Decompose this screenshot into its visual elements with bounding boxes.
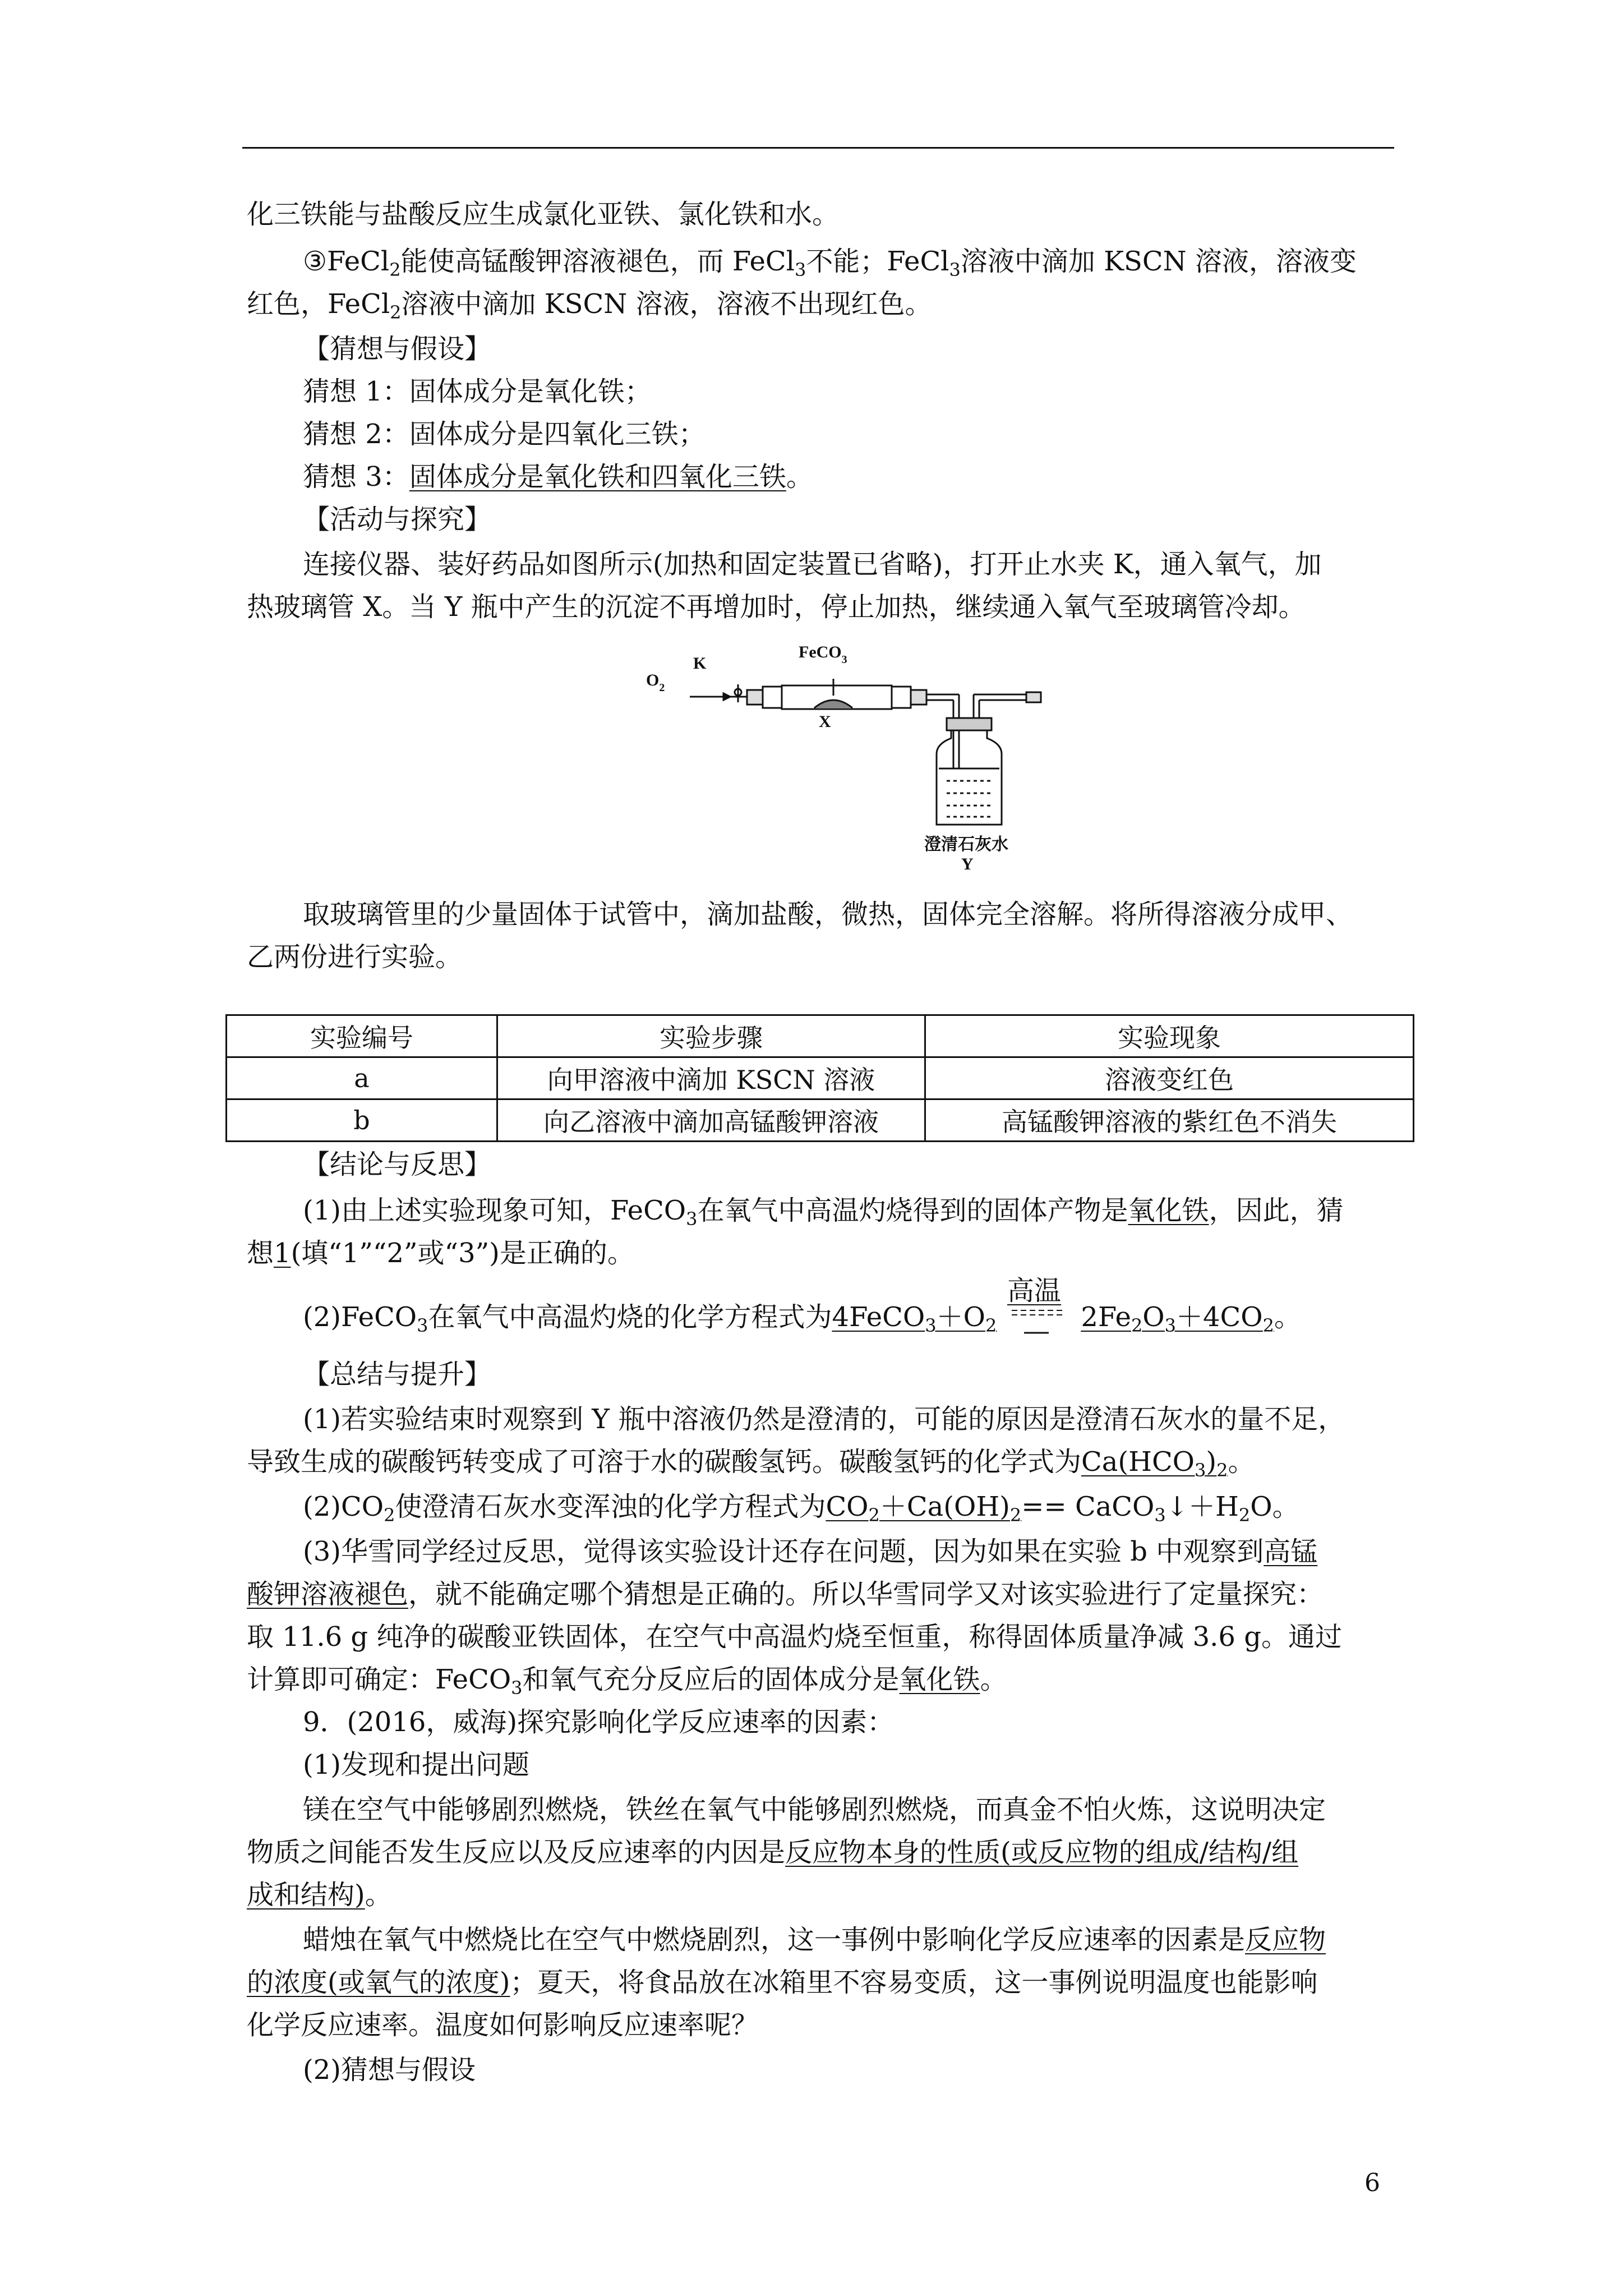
text-line: 成和结构)。 <box>247 1879 392 1911</box>
text-line: 乙两份进行实验。 <box>247 941 463 973</box>
text-line: 蜡烛在氧气中燃烧比在空气中燃烧剧烈，这一事例中影响化学反应速率的因素是反应物 <box>303 1924 1326 1955</box>
answer-underline: 1 <box>274 1237 291 1269</box>
table-cell: 向甲溶液中滴加 KSCN 溶液 <box>497 1057 925 1099</box>
answer-underline: $2Fe_2O_3+4CO_2$ <box>1081 1301 1274 1336</box>
text-line: 热玻璃管 X。当 Y 瓶中产生的沉淀不再增加时，停止加热，继续通入氧气至玻璃管冷却。 <box>247 591 1306 623</box>
figure-label-limewater: 澄清石灰水 <box>924 835 1008 854</box>
table-cell: 溶液变红色 <box>925 1057 1414 1099</box>
conclusion-2: (2)FeCO$_3$在氧气中高温灼烧的化学方程式为$4FeCO_3+O_2$ $2Fe_2O_3+4CO_2$。 <box>303 1301 1302 1336</box>
experiment-table <box>225 1014 1414 1142</box>
figure-label-k: K <box>693 654 707 673</box>
figure-label-feco3: FeCO$_3$ <box>799 643 847 666</box>
table-header-cell: 实验编号 <box>227 1015 497 1057</box>
answer-underline: 反应物本身的性质(或反应物的组成/结构/组 <box>785 1837 1299 1868</box>
text-line: 的浓度(或氧气的浓度)；夏天，将食品放在冰箱里不容易变质，这一事例说明温度也能影响 <box>247 1967 1318 1998</box>
answer-underline: 酸钾溶液褪色 <box>247 1579 409 1610</box>
info-paragraph: ③FeCl$_2$能使高锰酸钾溶液褪色，而 FeCl$_3$不能；FeCl$_3$溶液中滴加 KSCN 溶液，溶液变 <box>303 246 1357 280</box>
table-cell: 高锰酸钾溶液的紫红色不消失 <box>925 1099 1414 1142</box>
table-row <box>227 1099 1414 1142</box>
text-line: 镁在空气中能够剧烈燃烧，铁丝在氧气中能够剧烈燃烧，而真金不怕火炼，这说明决定 <box>303 1794 1326 1825</box>
guess-line: 猜想 1：固体成分是氧化铁； <box>303 376 652 407</box>
table-cell: b <box>227 1099 497 1142</box>
page-number: 6 <box>1364 2169 1380 2197</box>
text-line: 物质之间能否发生反应以及反应速率的内因是反应物本身的性质(或反应物的组成/结构/组 <box>247 1837 1299 1868</box>
text-line: 化三铁能与盐酸反应生成氯化亚铁、氯化铁和水。 <box>247 199 840 230</box>
table-cell: 向乙溶液中滴加高锰酸钾溶液 <box>497 1099 925 1142</box>
info-paragraph-cont: 红色，FeCl$_2$溶液中滴加 KSCN 溶液，溶液不出现红色。 <box>247 288 932 323</box>
text-line: 化学反应速率。温度如何影响反应速率呢？ <box>247 2009 759 2041</box>
answer-underline: 氧化铁 <box>1128 1195 1209 1226</box>
section-heading: 【总结与提升】 <box>303 1359 492 1390</box>
summary-1: (1)若实验结束时观察到 Y 瓶中溶液仍然是澄清的，可能的原因是澄清石灰水的量不足， <box>303 1404 1345 1435</box>
question-9-part: (2)猜想与假设 <box>303 2054 476 2086</box>
summary-2: $(2)CO_2$使澄清石灰水变浑浊的化学方程式为$CO_2+Ca(OH)_2==$ $CaCO_3↓+H_2O$。 <box>303 1491 1299 1526</box>
answer-underline: 高锰 <box>1264 1536 1318 1567</box>
reaction-arrow-sign <box>1009 1307 1066 1338</box>
guess-line: 猜想 3：固体成分是氧化铁和四氧化三铁。 <box>303 461 813 493</box>
answer-underline: 反应物 <box>1245 1924 1326 1955</box>
table-header-cell: 实验步骤 <box>497 1015 925 1057</box>
summary-1-cont: 导致生成的碳酸钙转变成了可溶于水的碳酸氢钙。碳酸氢钙的化学式为$Ca(HCO_3)_2$。 <box>247 1446 1255 1481</box>
table-header-cell: 实验现象 <box>925 1015 1414 1057</box>
summary-3-cont: 取 11.6 g 纯净的碳酸亚铁固体，在空气中高温灼烧至恒重，称得固体质量净减 3.6 g。通过 <box>247 1621 1342 1653</box>
reaction-condition: 高温 <box>1007 1275 1062 1306</box>
section-heading: 【活动与探究】 <box>303 504 492 535</box>
answer-underline: 成和结构) <box>247 1879 365 1911</box>
table-row <box>227 1057 1414 1099</box>
answer-underline: $CO_2+Ca(OH)_2$ <box>826 1491 1022 1526</box>
table-cell: a <box>227 1057 497 1099</box>
figure-label-y: Y <box>961 855 974 873</box>
figure-label-x: X <box>819 712 831 731</box>
figure-label-o2: $O_2$ <box>646 671 665 694</box>
question-9: 9．(2016，威海)探究影响化学反应速率的因素： <box>303 1706 895 1738</box>
conclusion-1: (1)由上述实验现象可知，FeCO$_3$在氧气中高温灼烧得到的固体产物是氧化铁，因此，猜 <box>303 1195 1344 1230</box>
section-heading: 【结论与反思】 <box>303 1149 492 1180</box>
header-rule <box>242 147 1394 149</box>
summary-3-cont: 计算即可确定：FeCO$_3$和氧气充分反应后的固体成分是氧化铁。 <box>247 1664 1007 1699</box>
table-header-row <box>227 1015 1414 1057</box>
conclusion-1-cont: 想1(填“1”“2”或“3”)是正确的。 <box>247 1237 634 1269</box>
question-9-part: (1)发现和提出问题 <box>303 1749 529 1780</box>
guess-line: 猜想 2：固体成分是四氧化三铁； <box>303 418 706 450</box>
text-line: 取玻璃管里的少量固体于试管中，滴加盐酸，微热，固体完全溶解。将所得溶液分成甲、 <box>303 899 1353 930</box>
answer-underline: 的浓度(或氧气的浓度) <box>247 1967 510 1998</box>
summary-3-cont: 酸钾溶液褪色，就不能确定哪个猜想是正确的。所以华雪同学又对该实验进行了定量探究： <box>247 1579 1324 1610</box>
summary-3: (3)华雪同学经过反思，觉得该实验设计还存在问题，因为如果在实验 b 中观察到高锰 <box>303 1536 1318 1567</box>
answer-underline: 氧化铁 <box>899 1664 980 1695</box>
section-heading: 【猜想与假设】 <box>303 333 492 365</box>
answer-underline: 固体成分是氧化铁和四氧化三铁 <box>409 461 786 493</box>
answer-underline: $Ca(HCO_3)_2$ <box>1081 1446 1228 1481</box>
answer-underline: $4FeCO_3+O_2$ <box>832 1301 997 1336</box>
apparatus-figure <box>639 634 1054 881</box>
text-line: 连接仪器、装好药品如图所示(加热和固定装置已省略)，打开止水夹 K，通入氧气，加 <box>303 549 1322 580</box>
